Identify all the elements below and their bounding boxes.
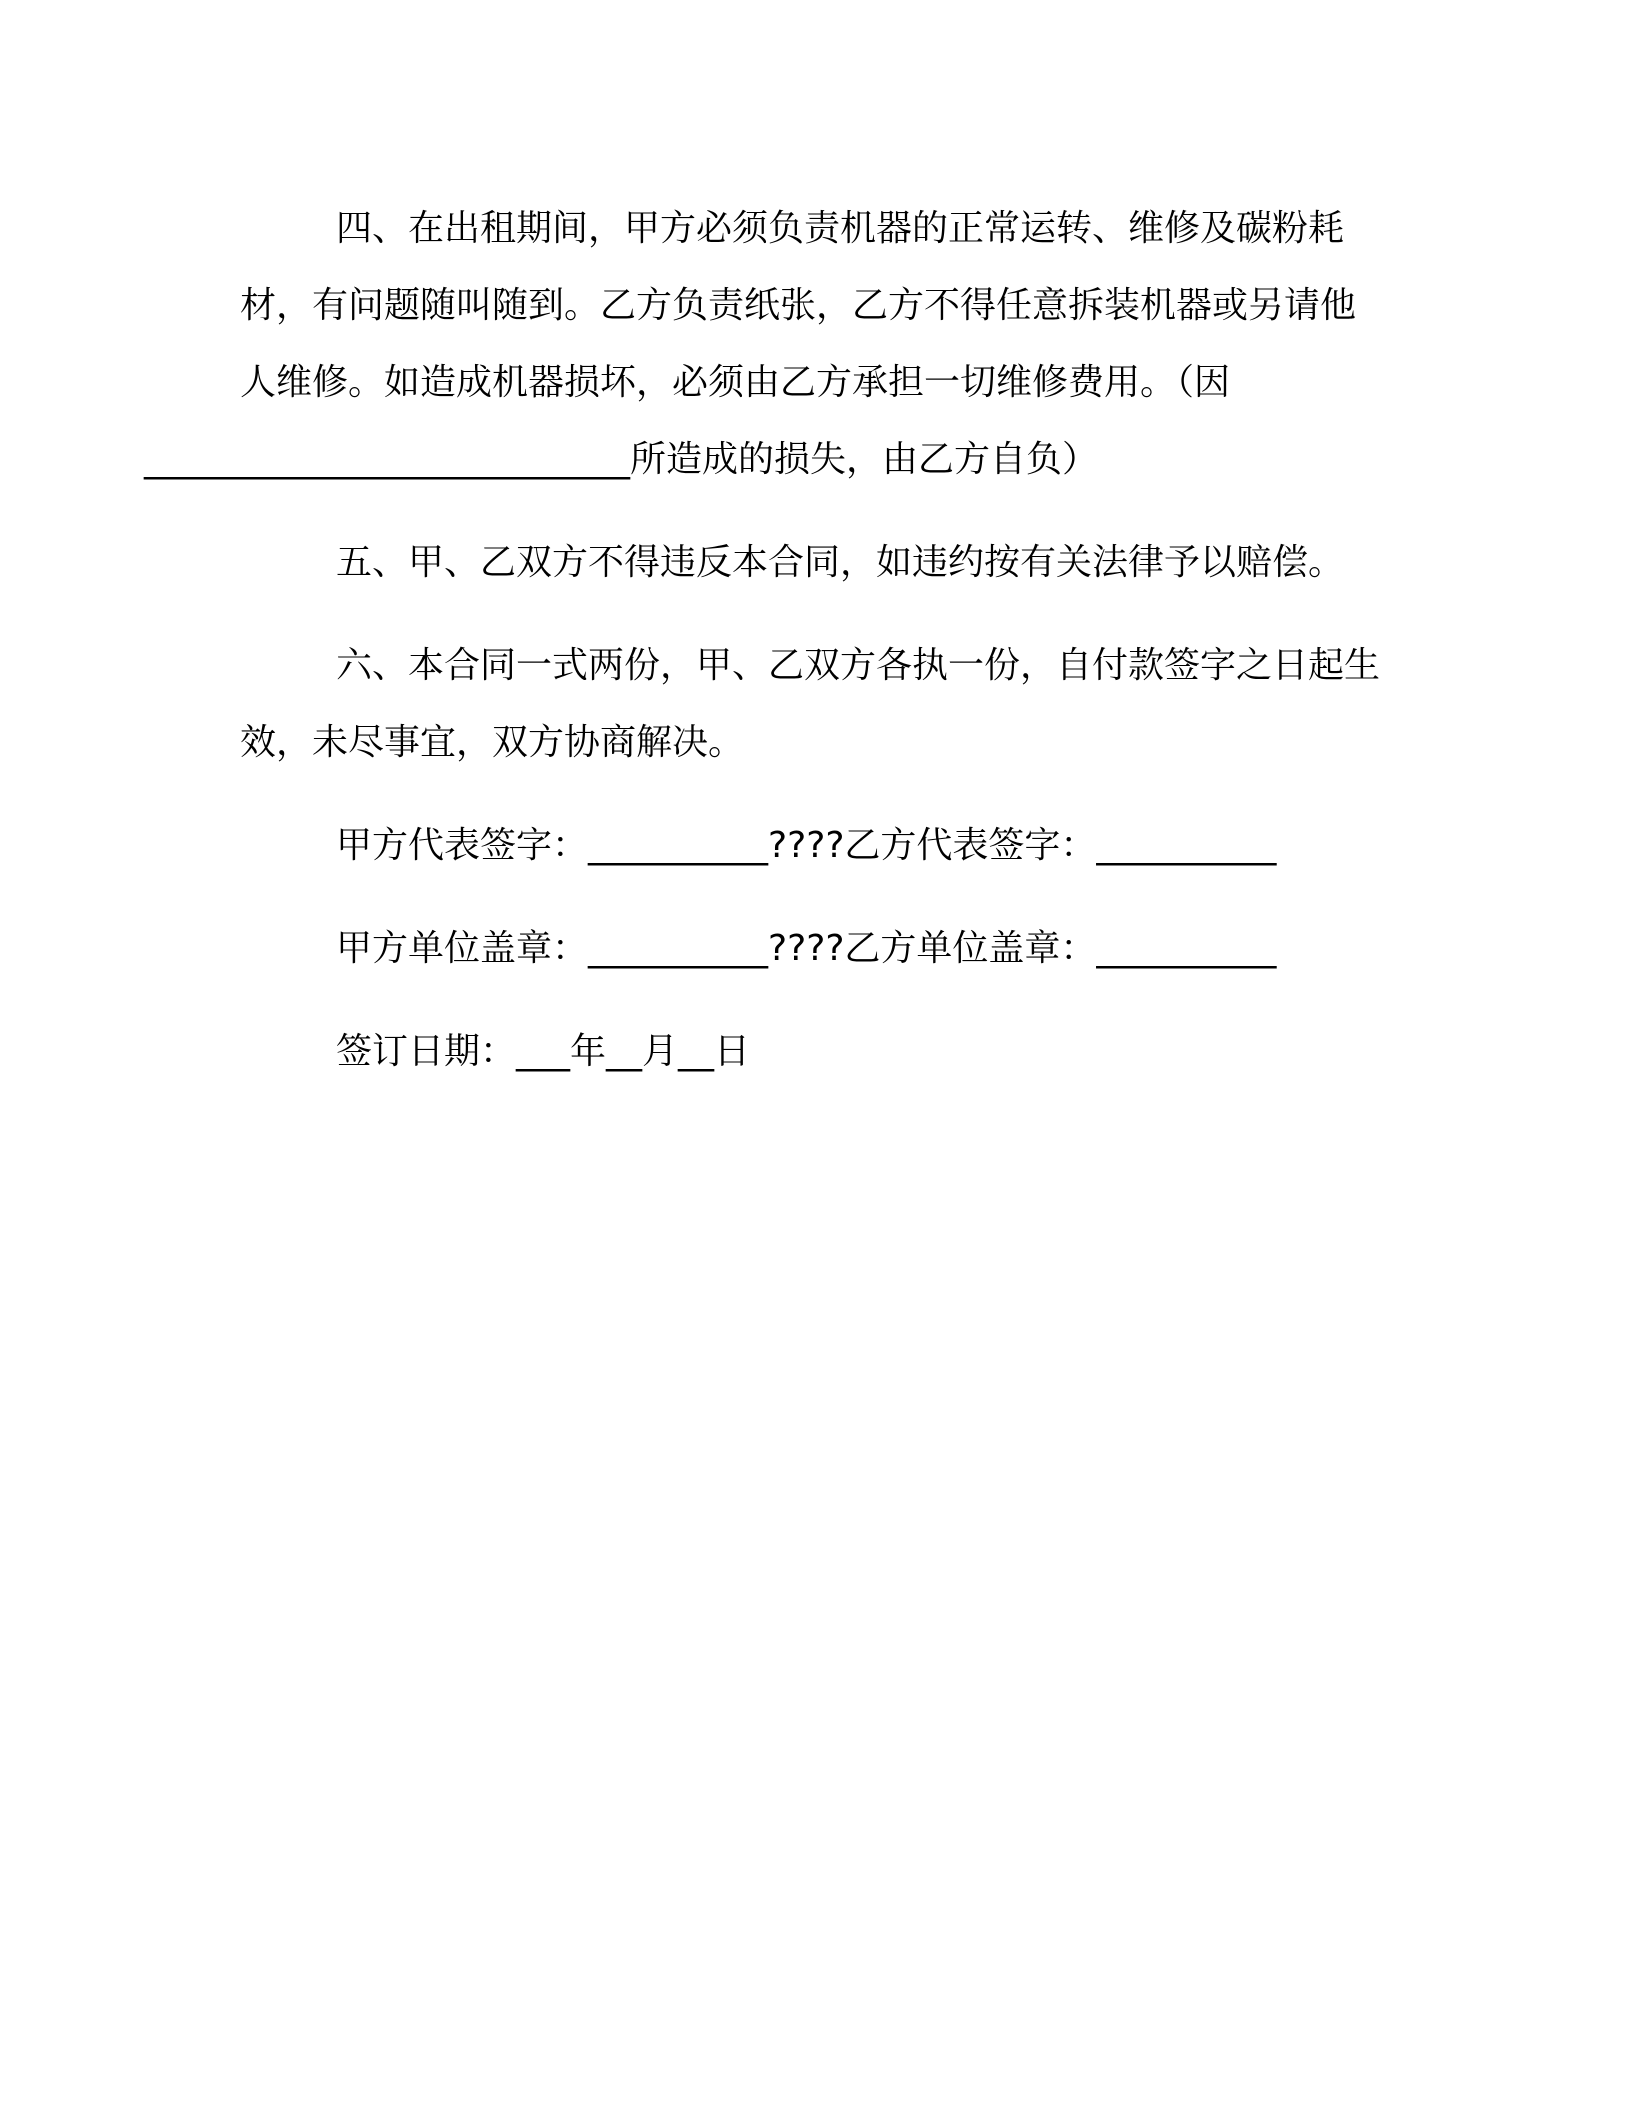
clause-5-text: 五、甲、乙双方不得违反本合同，如违约按有关法律予以赔偿。 (336, 542, 1345, 583)
clause-4 (144, 190, 1380, 498)
clause-5 (240, 524, 1380, 601)
clause-4-text: 四、在出租期间，甲方必须负责机器的正常运转、维修及碳粉耗材，有问题随叫随到。乙方负责纸张，乙方不得任意拆装机器或另请他人维修。如造成机器损坏，必须由乙方承担一切维修费用。（因 (240, 208, 1357, 403)
clause-4-blank-line: ___________________________所造成的损失，由乙方自负） (144, 439, 1099, 480)
seal-line: 甲方单位盖章：__________????乙方单位盖章：__________ (336, 928, 1277, 969)
contract-body (144, 190, 1381, 1116)
clause-6-text: 六、本合同一式两份，甲、乙双方各执一份，自付款签字之日起生效，未尽事宜，双方协商解决。 (240, 645, 1381, 763)
representative-signature-line: 甲方代表签字：__________????乙方代表签字：__________ (336, 825, 1277, 866)
signing-date-line: 签订日期：___年__月__日 (336, 1031, 751, 1072)
clause-6 (240, 627, 1380, 781)
